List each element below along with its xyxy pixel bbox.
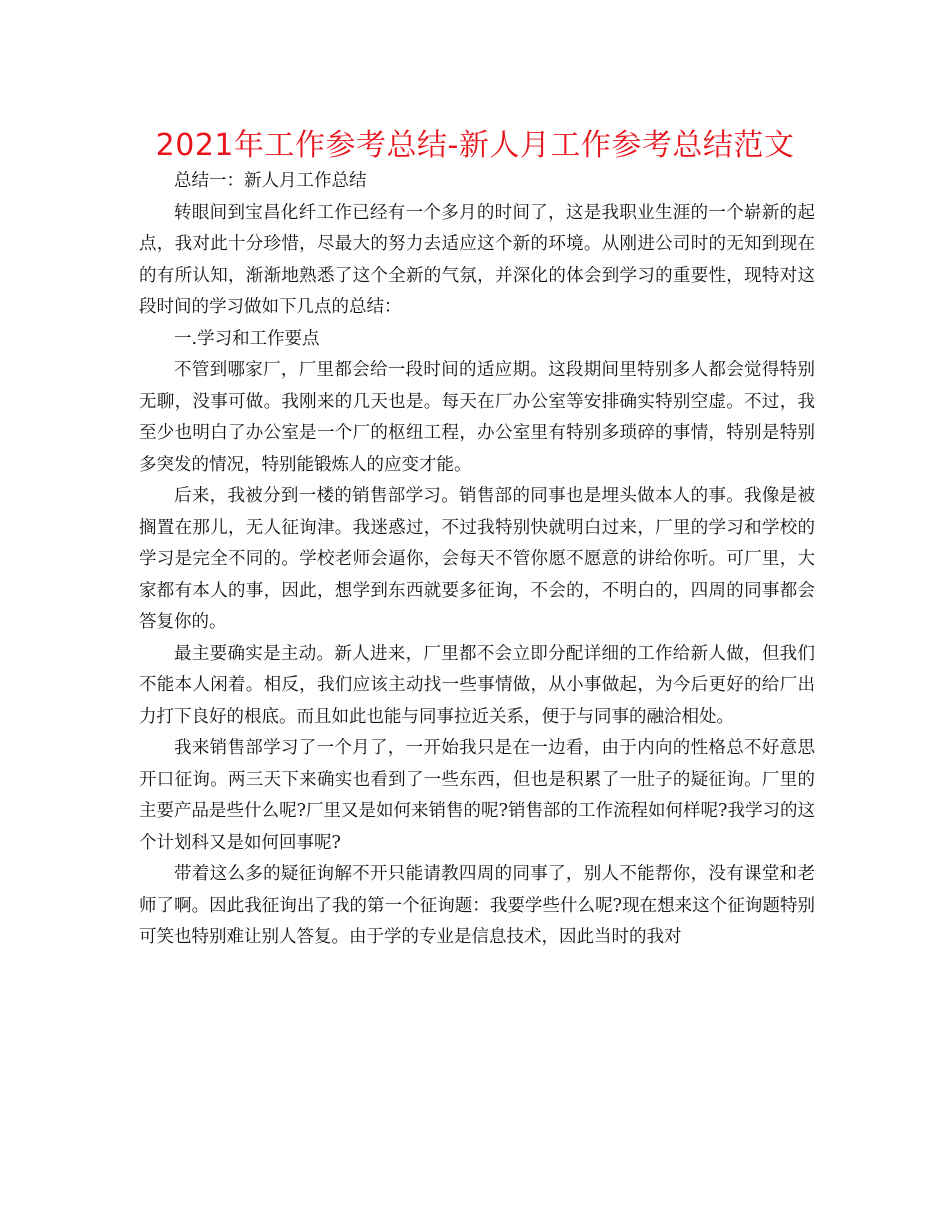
- document-body: [139, 166, 815, 954]
- section-heading: 总结一：新人月工作总结: [174, 171, 367, 191]
- paragraph: 最主要确实是主动。新人进来，厂里都不会立即分配详细的工作给新人做，但我们不能本人闲着。相反，我们应该主动找一些事情做，从小事做起，为今后更好的给厂出力打下良好的根底。而且如此也能与同事拉近关系，便于与同事的融洽相处。: [139, 643, 815, 727]
- section-heading: 一.学习和工作要点: [174, 328, 320, 349]
- paragraph: 后来，我被分到一楼的销售部学习。销售部的同事也是埋头做本人的事。我像是被搁置在那儿，无人征询津。我迷惑过，不过我特别快就明白过来，厂里的学习和学校的学习是完全不同的。学校老师会逼你，会每天不管你愿不愿意的讲给你听。可厂里，大家都有本人的事，因此，想学到东西就要多征询，不会的，不明白的，四周的同事都会答复你的。: [139, 486, 815, 632]
- paragraph: 不管到哪家厂，厂里都会给一段时间的适应期。这段期间里特别多人都会觉得特别无聊，没事可做。我刚来的几天也是。每天在厂办公室等安排确实特别空虚。不过，我至少也明白了办公室是一个厂的枢纽工程，办公室里有特别多琐碎的事情，特别是特别多突发的情况，特别能锻炼人的应变才能。: [139, 360, 815, 475]
- paragraph: 带着这么多的疑征询解不开只能请教四周的同事了，别人不能帮你，没有课堂和老师了啊。因此我征询出了我的第一个征询题：我要学些什么呢?现在想来这个征询题特别可笑也特别难让别人答复。由于学的专业是信息技术，因此当时的我对: [139, 864, 815, 947]
- paragraph: 转眼间到宝昌化纤工作已经有一个多月的时间了，这是我职业生涯的一个崭新的起点，我对此十分珍惜，尽最大的努力去适应这个新的环境。从刚进公司时的无知到现在的有所认知，渐渐地熟悉了这个全新的气氛，并深化的体会到学习的重要性，现特对这段时间的学习做如下几点的总结：: [139, 202, 815, 317]
- document-title: 2021年工作参考总结-新人月工作参考总结范文: [155, 128, 795, 163]
- paragraph: 我来销售部学习了一个月了，一开始我只是在一边看，由于内向的性格总不好意思开口征询。两三天下来确实也看到了一些东西，但也是积累了一肚子的疑征询。厂里的主要产品是些什么呢?厂里又是如何来销售的呢?销售部的工作流程如何样呢?我学习的这个计划科又是如何回事呢?: [139, 738, 815, 853]
